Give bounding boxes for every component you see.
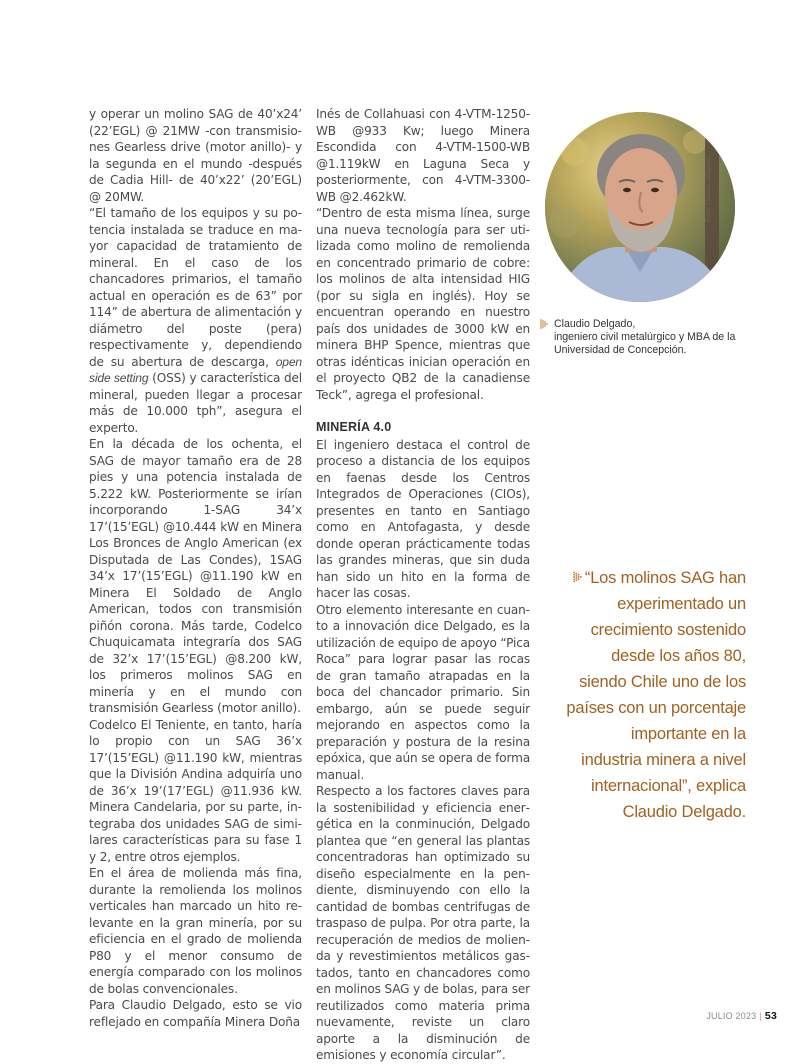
- paragraph: Codelco El Teniente, en tanto, haría lo propio con un SAG 36’x 17’(15’EGL) @11.190 kW, mientras que la División Andina adquiría uno de 36’x 19’(17’EGL) @11.936 kW. Minera Candelaria, por su parte, integraba dos unidades SAG de similares características para su fase 1 y 2, entre otros ejemplos.: [89, 717, 302, 864]
- caption-title: ingeniero civil metalúrgico y MBA de la: [554, 331, 736, 343]
- pull-quote-line: crecimiento sostenido: [590, 621, 746, 639]
- paragraph: En el área de molienda más fina, durante la remolienda los molinos verticales han marcado un hito relevante en la gran minería, por su eficiencia en el grado de molienda P80 y el menor consumo de energía comparado con los molinos de bolas convencionales.: [89, 866, 302, 996]
- italic-term: open side setting: [89, 354, 302, 385]
- paragraph: Respecto a los factores claves para la sostenibilidad y eficiencia energética en la conminución, Delgado plantea que “en general las plantas concentradoras han optimizado su diseño especialmente en la pendiente, disminuyendo con ello la cantidad de bombas centrifugas de traspaso de pulpa. Por otra parte, la recuperación de medios de molienda y revestimientos metálicos gastados, tanto en chancadores como en molinos SAG y de bolas, para ser reutilizados como materia prima nuevamente, reviste un claro aporte a la disminución de emisiones y economía circular”.: [316, 784, 530, 1062]
- photo-credit: Foto: Claudio Delgado: [705, 157, 712, 222]
- article-column-2: [316, 106, 530, 1064]
- dotted-triangle-bullet-icon: [540, 319, 549, 330]
- pull-quote-line: países con un porcentaje: [566, 699, 746, 717]
- pull-quote: [548, 565, 746, 825]
- paragraph: [89, 205, 302, 436]
- paragraph-text: (OSS) y característica del mineral, pueden llegar a procesar más de 10.000 tph”, asegura el experto.: [89, 371, 302, 435]
- paragraph: El ingeniero destaca el control de proceso a distancia de los equipos en faenas desde los Centros Integrados de Operaciones (CIOs), presentes en tanto en Santiago como en Antofagasta, y desde donde operan prácticamente todas las grandes mineras, que sin duda han sido un hito en la forma de hacer las cosas.: [316, 437, 530, 600]
- page-footer: [706, 1010, 777, 1022]
- page-number: 53: [764, 1010, 777, 1022]
- paragraph-text: “El tamaño de los equipos y su potencia instalada se traduce en mayor capacidad de tratamiento de mineral. En el caso de los chancadores primarios, el tamaño actual en operación es de 63” por 114” de abertura de alimentación y diámetro del poste (pera) respectivamente y, dependiendo de su abertura de descarga,: [89, 206, 302, 369]
- pull-quote-line: siendo Chile uno de los: [579, 673, 746, 691]
- pull-quote-line: Claudio Delgado.: [622, 803, 746, 821]
- issue-date: JULIO 2023: [706, 1011, 757, 1021]
- paragraph: Para Claudio Delgado, esto se vio reflejado en compañía Minera Doña: [89, 998, 302, 1029]
- section-heading: MINERÍA 4.0: [316, 420, 392, 434]
- caption-institution: Universidad de Concepción.: [554, 344, 687, 356]
- pull-quote-line: experimentado un: [617, 595, 746, 613]
- paragraph: Inés de Collahuasi con 4-VTM-1250-WB @933 Kw; luego Minera Escondida con 4-VTM-1500-WB @1.119kW en Laguna Seca y posteriormente, con 4-VTM-3300-WB @2.462kW.: [316, 107, 530, 204]
- pull-quote-line: importante en la: [630, 725, 746, 743]
- paragraph: Otro elemento interesante en cuanto a innovación dice Delgado, es la utilización de equipo de apoyo “Pica Roca” para lograr pasar las rocas de gran tamaño atrapadas en la boca del chancador primario. Sin embargo, aún se puede seguir mejorando en aspectos como la preparación y postura de la resina epóxica, que aún se opera de forma manual.: [316, 602, 530, 782]
- paragraph: En la década de los ochenta, el SAG de mayor tamaño era de 28 pies y una potencia instalada de 5.222 kW. Posteriormente se irían incorporando 1-SAG 34’x 17’(15’EGL) @10.444 kW en Minera Los Bronces de Anglo American (ex Disputada de Las Condes), 1SAG 34’x 17’(15’EGL) @11.190 kW en Minera El Soldado de Anglo American, todos con transmisión piñón corona. Más tarde, Codelco Chuquicamata integraría dos SAG de 32’x 17’(15’EGL) @8.200 kW, los primeros molinos SAG en minería y en el mundo con transmisión Gearless (motor anillo).: [89, 437, 302, 715]
- footer-separator: |: [759, 1011, 762, 1021]
- pull-quote-text: “Los molinos SAG han: [584, 569, 746, 587]
- dotted-triangle-bullet-icon: [573, 566, 582, 577]
- caption-name: Claudio Delgado,: [554, 318, 636, 330]
- paragraph: “Dentro de esta misma línea, surge una nueva tecnología para ser utilizada como molino de remolienda en concentrado primario de cobre: los molinos de alta intensidad HIG (por su sigla en inglés). Hoy se encuentran operando en nuestro país dos unidades de 3000 kW en minera BHP Spence, mientras que otras idénticas inician operación en el proyecto QB2 de la canadiense Teck”, agrega el profesional.: [316, 206, 530, 402]
- pull-quote-line: desde los años 80,: [611, 647, 746, 665]
- article-column-1: [89, 106, 302, 1030]
- paragraph: y operar un molino SAG de 40’x24’ (22’EGL) @ 21MW -con transmisiones Gearless drive (motor anillo)- y la segunda en el mundo -después de Cadia Hill- de 40’x22’ (20’EGL) @ 20MW.: [89, 107, 302, 204]
- pull-quote-line: industria minera a nivel: [581, 751, 746, 769]
- photo-caption: [540, 318, 780, 357]
- pull-quote-line: [548, 565, 746, 591]
- pull-quote-line: internacional”, explica: [591, 777, 746, 795]
